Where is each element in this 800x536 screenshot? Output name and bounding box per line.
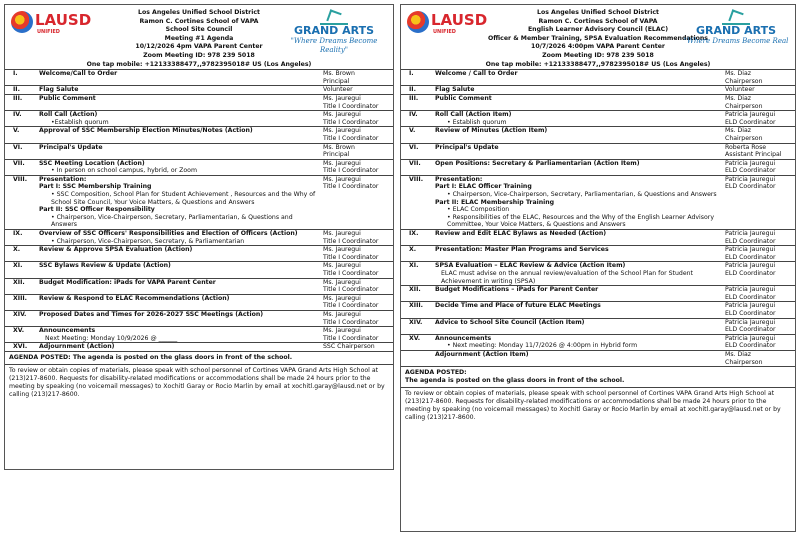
agenda-number: IX. [401,230,433,246]
agenda-item-detail: • Next meeting: Monday 11/7/2026 @ 4:00pm in Hybrid form [447,342,638,350]
agenda-presenter: Ms. Jauregui Title I Coordinator [321,127,393,143]
agenda-row [5,159,393,175]
agenda-item-title: SPSA Evaluation – ELAC Review & Advice (Action Item) [435,262,626,270]
agenda-number: I. [401,70,433,86]
lausd-logo-sub: UNIFIED [433,29,456,35]
agenda-number: XV. [5,327,37,343]
agenda-row [5,111,393,127]
agenda-item-title: Public Comment [39,94,96,102]
agenda-item [37,86,321,95]
grand-arts-icon [320,11,348,25]
agenda-presenter: Ms. Diaz Chairperson [723,70,795,86]
agenda-number: XIV. [5,310,37,326]
agenda-item [433,143,723,159]
agenda-number: I. [5,70,37,86]
header-line: Meeting #1 Agenda [164,34,234,42]
agenda-presenter: Ms. Jauregui Title I Coordinator [321,230,393,246]
agenda-item [433,318,723,334]
agenda-number: XIV. [401,318,433,334]
agenda-item [433,302,723,318]
agenda-row [401,246,795,262]
agenda-row [5,127,393,143]
agenda-presenter: Volunteer [723,86,795,95]
agenda-item [37,230,321,246]
agenda-number: XII. [401,286,433,302]
agenda-item-title: Presentation: Master Plan Programs and Services [435,246,609,254]
agenda-item-detail: ELAC must advise on the annual review/evaluation of the School Plan for Student Achievement in writing (SPSA) [441,270,693,285]
agenda-row [5,175,393,229]
agenda-number: IV. [5,111,37,127]
agenda-item-detail: • Chairperson, Vice-Chairperson, Secretary, Parliamentarian, & Questions and Answers [51,213,293,229]
grand-arts-name: GRAND ARTS [293,24,375,37]
agenda-item-detail: • Chairperson, Vice-Chairperson, Secretary, Parliamentarian, & Questions and Answers [447,191,717,199]
agenda-item-title: Approval of SSC Membership Election Minutes/Notes (Action) [39,127,253,135]
agenda-item-title: Adjournment (Action) [39,343,115,351]
agenda-item-detail: • Establish quorum [447,118,507,126]
agenda-presenter: Ms. Brown Principal [321,143,393,159]
agenda-item-title: Flag Salute [435,86,475,94]
agenda-table [5,69,393,351]
agenda-item [37,343,321,351]
agenda-row [401,334,795,350]
agenda-item [433,334,723,350]
agenda-footer: To review or obtain copies of materials, please speak with school personnel of Cortines VAPA Grand Arts High School at (213)217-8600. Requests for disability-related modifications or accommodations shall be made 24 hours prior to the meeting by speaking (no voicemail messages) to Xochitl Garay or Rocio Marlin by email at xochitl.garay@lausd.net or by calling (213)217-8600. [5,364,393,401]
agenda-item [37,159,321,175]
lausd-seal-icon [11,11,33,33]
agenda-number: III. [5,94,37,110]
agenda-item-title: Review & Approve SPSA Evaluation (Action) [39,246,193,254]
agenda-item-title: Adjournment (Action Item) [435,350,529,358]
agenda-item [37,246,321,262]
agenda-item-detail: • SSC Composition, School Plan for Student Achievement , Resources and the Why of School Site Council, Your Voice Matters, & Questions and Answers [51,191,316,206]
header-line: Ramon C. Cortines School of VAPA [538,17,658,25]
agenda-item-title: Welcome/Call to Order [39,70,118,78]
agenda-item [37,143,321,159]
agenda-row [401,230,795,246]
agenda-presenter: Patricia Jauregui ELD Coordinator [723,175,795,229]
agenda-presenter: Ms. Brown Principal [321,70,393,86]
agenda-item [37,310,321,326]
agenda-number [401,350,433,366]
agenda-item [433,230,723,246]
agenda-presenter: Roberta Rose Assistant Principal [723,143,795,159]
agenda-item-title: Principal's Update [435,143,499,151]
header-line: English Learner Advisory Council (ELAC) [527,26,669,34]
agenda-row [5,143,393,159]
agenda-presenter: Patricia Jauregui ELD Coordinator [723,262,795,286]
agenda-presenter: Ms. Jauregui Title I Coordinator [321,294,393,310]
agenda-row [401,127,795,143]
header-line: Ramon C. Cortines School of VAPA [139,17,259,25]
agenda-item [433,175,723,229]
agenda-item [433,94,723,110]
header-line: Officer & Member Training, SPSA Evaluation Recommendations [488,34,708,42]
agenda-presenter: Patricia Jauregui ELD Coordinator [723,111,795,127]
agenda-presenter: Ms. Diaz Chairperson [723,350,795,366]
grand-arts-tagline: "Where Dreams Become Reality" [290,37,378,54]
agenda-number: V. [401,127,433,143]
agenda-item-detail: • Chairperson, Vice-Chairperson, Secretary, & Parliamentarian [51,237,245,245]
agenda-item-detail: Next Meeting: Monday 10/9/2026 @ ______ [45,334,178,342]
agenda-row [5,262,393,278]
agenda-posted-notice: AGENDA POSTED: The agenda is posted on the glass doors in front of the school. [401,366,795,387]
header-line: One tap mobile: +12133388477,,9782395018# US (Los Angeles) [86,60,312,68]
agenda-number: II. [401,86,433,95]
agenda-item-title: Review and Edit ELAC Bylaws as Needed (Action) [435,230,607,238]
agenda-number: X. [401,246,433,262]
agenda-presenter: Ms. Jauregui Title I Coordinator [321,278,393,294]
agenda-number: VI. [401,143,433,159]
agenda-row [5,294,393,310]
agenda-item-title: SSC Meeting Location (Action) [39,159,145,167]
agenda-item [433,159,723,175]
agenda-number: VIII. [401,175,433,229]
agenda-row [5,310,393,326]
agenda-item-title: Welcome / Call to Order [435,70,518,78]
agenda-item-detail: • In person on school campus, hybrid, or Zoom [51,167,197,175]
agenda-item [37,70,321,86]
agenda-item [37,278,321,294]
agenda-number: X. [5,246,37,262]
header-line: Los Angeles Unified School District [138,9,260,16]
lausd-logo-sub: UNIFIED [37,29,60,35]
agenda-row [401,159,795,175]
agenda-item-title: Principal's Update [39,143,103,151]
agenda-row [401,262,795,286]
agenda-item-detail: • ELAC Composition [447,206,510,214]
header-line: Zoom Meeting ID: 978 239 5018 [542,51,654,59]
agenda-item-detail: Part I: SSC Membership Training [39,183,152,191]
agenda-number: XVI. [5,343,37,351]
agenda-number: XIII. [5,294,37,310]
agenda-number: XII. [5,278,37,294]
agenda-presenter: Ms. Diaz Chairperson [723,127,795,143]
agenda-presenter: Ms. Jauregui Title I Coordinator [321,246,393,262]
agenda-item-title: Presentation: [435,175,483,183]
agenda-row [401,143,795,159]
agenda-item-title: Decide Time and Place of future ELAC Meetings [435,302,601,310]
agenda-row [401,86,795,95]
agenda-item-title: Review & Respond to ELAC Recommendations (Action) [39,294,230,302]
agenda-presenter: Ms. Jauregui Title I Coordinator [321,310,393,326]
agenda-presenter: Ms. Jauregui Title I Coordinator [321,327,393,343]
agenda-presenter: Ms. Jauregui Title I Coordinator [321,175,393,229]
agenda-presenter: Ms. Jauregui Title I Coordinator [321,94,393,110]
header-line: Zoom Meeting ID: 978 239 5018 [143,51,255,59]
agenda-row [5,94,393,110]
agenda-item-detail: • Responsibilities of the ELAC, Resources and the Why of the English Learner Advisory Committee, Your Voice Matters, & Questions and Answers [447,213,714,229]
agenda-item-title: Roll Call (Action) [39,111,98,119]
agenda-row [5,327,393,343]
agenda-presenter: Patricia Jauregui ELD Coordinator [723,246,795,262]
lausd-logo [11,9,92,39]
agenda-number: VII. [401,159,433,175]
agenda-number: XI. [5,262,37,278]
agenda-row [5,343,393,351]
agenda-row [401,175,795,229]
header-line: 10/12/2026 4pm VAPA Parent Center [135,43,263,51]
agenda-number: XI. [401,262,433,286]
agenda-number: XV. [401,334,433,350]
agenda-presenter: SSC Chairperson [321,343,393,351]
agenda-item [37,327,321,343]
agenda-number: VI. [5,143,37,159]
header-line: One tap mobile: +12133388477,,9782395018# US (Los Angeles) [485,60,711,68]
agenda-row [401,350,795,366]
agenda-row [401,302,795,318]
agenda-item-title: Overview of SSC Officers' Responsibilities and Election of Officers (Action) [39,230,298,238]
header-line: School Site Council [165,26,233,34]
agenda-item-title: Flag Salute [39,86,79,94]
agenda-row [5,230,393,246]
agenda-number: VIII. [5,175,37,229]
agenda-number: II. [5,86,37,95]
agenda-item-title: Presentation: [39,175,87,183]
agenda-number: IV. [401,111,433,127]
agenda-item [433,86,723,95]
agenda-presenter: Patricia Jauregui ELD Coordinator [723,318,795,334]
agenda-presenter: Ms. Diaz Chairperson [723,94,795,110]
agenda-item-title: Announcements [39,327,96,335]
grand-arts-logo [681,11,791,51]
grand-arts-logo [279,11,389,54]
agenda-item-title: Roll Call (Action Item) [435,111,512,119]
agenda-item-title: Proposed Dates and Times for 2026-2027 SSC Meetings (Action) [39,310,264,318]
agenda-item [433,262,723,286]
agenda-item [37,175,321,229]
agenda-item-detail: Part I: ELAC Officer Training [435,183,532,191]
agenda-item-title: Review of Minutes (Action Item) [435,127,548,135]
agenda-row [401,70,795,86]
agenda-item-detail: •Establish quorum [51,118,109,126]
agenda-presenter: Ms. Jauregui Title I Coordinator [321,111,393,127]
agenda-item [433,246,723,262]
agenda-posted-notice: AGENDA POSTED: The agenda is posted on the glass doors in front of the school. [5,351,393,364]
agenda-presenter: Ms. Jauregui Title I Coordinator [321,159,393,175]
agenda-presenter: Volunteer [321,86,393,95]
agenda-item [37,94,321,110]
agenda-item [433,70,723,86]
lausd-logo-text: LAUSD [35,11,92,29]
agenda-item-title: Budget Modification: iPads for VAPA Parent Center [39,278,216,286]
agenda-presenter: Patricia Jauregui ELD Coordinator [723,302,795,318]
agenda-presenter: Patricia Jauregui ELD Coordinator [723,230,795,246]
agenda-item-title: Open Positions: Secretary & Parliamentarian (Action Item) [435,159,640,167]
agenda-presenter: Patricia Jauregui ELD Coordinator [723,286,795,302]
lausd-logo-text: LAUSD [431,11,488,29]
agenda-item-detail: Part II: SSC Officer Responsibility [39,206,155,214]
agenda-item [37,294,321,310]
agenda-item [433,286,723,302]
agenda-row [5,86,393,95]
agenda-item-title: Advice to School Site Council (Action Item) [435,318,585,326]
agenda-item [433,350,723,366]
agenda-item-title: Budget Modifications – iPads for Parent Center [435,286,599,294]
agenda-row [401,286,795,302]
agenda-presenter: Patricia Jauregui ELD Coordinator [723,159,795,175]
agenda-number: V. [5,127,37,143]
agenda-number: XIII. [401,302,433,318]
lausd-logo [407,9,488,39]
agenda-item-title: Announcements [435,334,492,342]
agenda-page-ssc [4,4,394,470]
agenda-number: III. [401,94,433,110]
agenda-table [401,69,795,366]
agenda-item [37,111,321,127]
agenda-row [5,70,393,86]
header-line: Los Angeles Unified School District [537,9,659,16]
agenda-number: VII. [5,159,37,175]
lausd-seal-icon [407,11,429,33]
agenda-row [401,94,795,110]
agenda-item-title: Public Comment [435,94,492,102]
grand-arts-icon [722,11,750,25]
agenda-row [5,278,393,294]
agenda-item-title: SSC Bylaws Review & Update (Action) [39,262,171,270]
agenda-item [37,127,321,143]
header-line: 10/7/2026 4:00pm VAPA Parent Center [531,43,665,51]
agenda-item-detail: Part II: ELAC Membership Training [435,198,555,206]
agenda-item [433,111,723,127]
agenda-item [433,127,723,143]
agenda-row [401,318,795,334]
grand-arts-tagline: "Where Dreams Become Real [683,37,789,45]
agenda-presenter: Patricia Jauregui ELD Coordinator [723,334,795,350]
agenda-row [5,246,393,262]
agenda-page-elac [400,4,796,532]
agenda-presenter: Ms. Jauregui Title I Coordinator [321,262,393,278]
agenda-number: IX. [5,230,37,246]
agenda-footer: To review or obtain copies of materials, please speak with school personnel of Cortines VAPA Grand Arts High School at (213)217-8600. Requests for disability-related modifications or accommodations shall be made 24 hours prior to the meeting by speaking (no voicemail messages) to Xochitl Garay or Rocio Marlin by email at xochitl.garay@lausd.net or by calling (213)217-8600. [401,387,795,424]
agenda-item [37,262,321,278]
agenda-row [401,111,795,127]
grand-arts-name: GRAND ARTS [695,24,777,37]
